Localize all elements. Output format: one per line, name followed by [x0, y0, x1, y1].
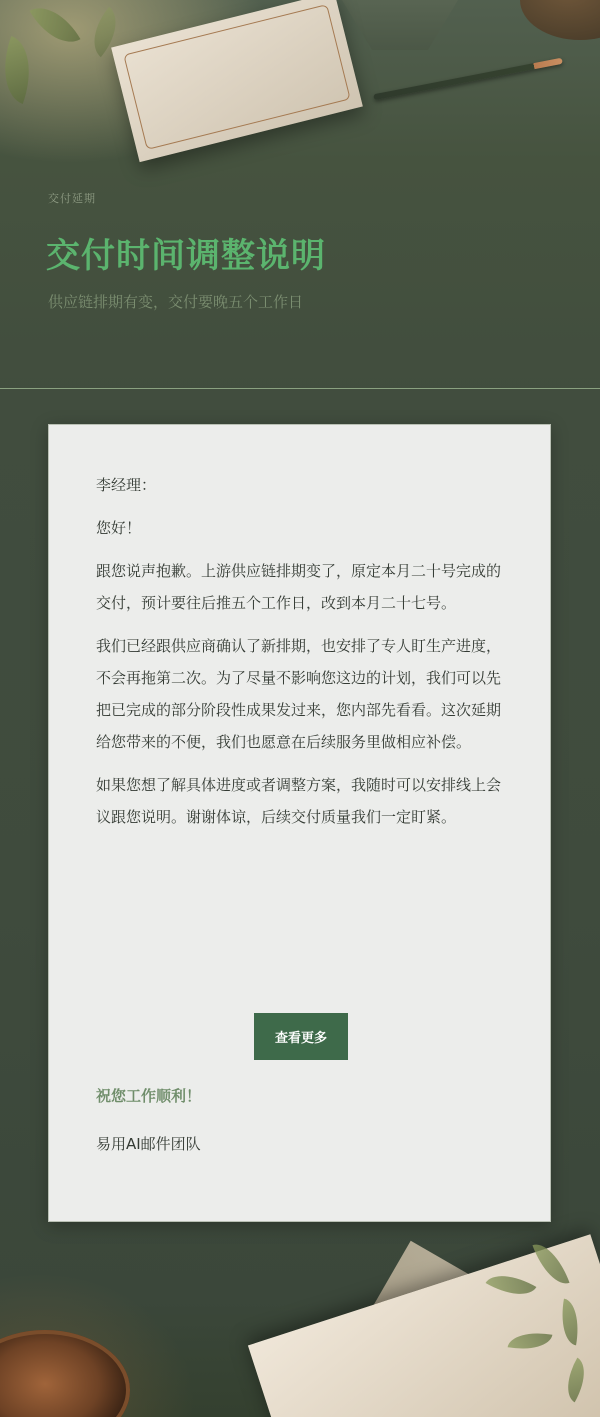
signature: 易用AI邮件团队: [96, 1135, 201, 1153]
leaf-decoration: [30, 0, 81, 54]
letter-card: [48, 424, 551, 1222]
paragraph-followup: 如果您想了解具体进度或者调整方案，我随时可以安排线上会议跟您说明。谢谢体谅，后续交付质量我们一定盯紧。: [96, 776, 502, 826]
salutation: 李经理：: [96, 476, 157, 494]
paragraph-apology: 跟您说声抱歉。上游供应链排期变了，原定本月二十号完成的交付，预计要往后推五个工作日，改到本月二十七号。: [96, 562, 502, 612]
eyebrow-label: 交付延期: [48, 192, 96, 205]
page-subtitle: 供应链排期有变，交付要晚五个工作日: [48, 293, 304, 311]
leaf-decoration: [0, 36, 43, 104]
closing-line: 祝您工作顺利！: [96, 1087, 202, 1105]
envelope-decoration: [330, 0, 470, 50]
pencil-decoration: [373, 58, 563, 101]
paragraph-plan: 我们已经跟供应商确认了新排期，也安排了专人盯生产进度，不会再拖第二次。为了尽量不影响您这边的计划，我们可以先把已完成的部分阶段性成果发过来，您内部先看看。这次延期给您带来的不便，我们也愿意在后续服务里做相应补偿。: [96, 637, 502, 751]
view-more-button[interactable]: 查看更多: [254, 1013, 348, 1060]
card-decoration: [111, 0, 363, 162]
letter-body: [96, 469, 508, 844]
bowl-decoration: [0, 1330, 130, 1417]
greeting: 您好！: [96, 519, 142, 537]
bowl-decoration: [520, 0, 600, 40]
page-title: 交付时间调整说明: [46, 236, 326, 276]
header-divider: [0, 388, 600, 389]
